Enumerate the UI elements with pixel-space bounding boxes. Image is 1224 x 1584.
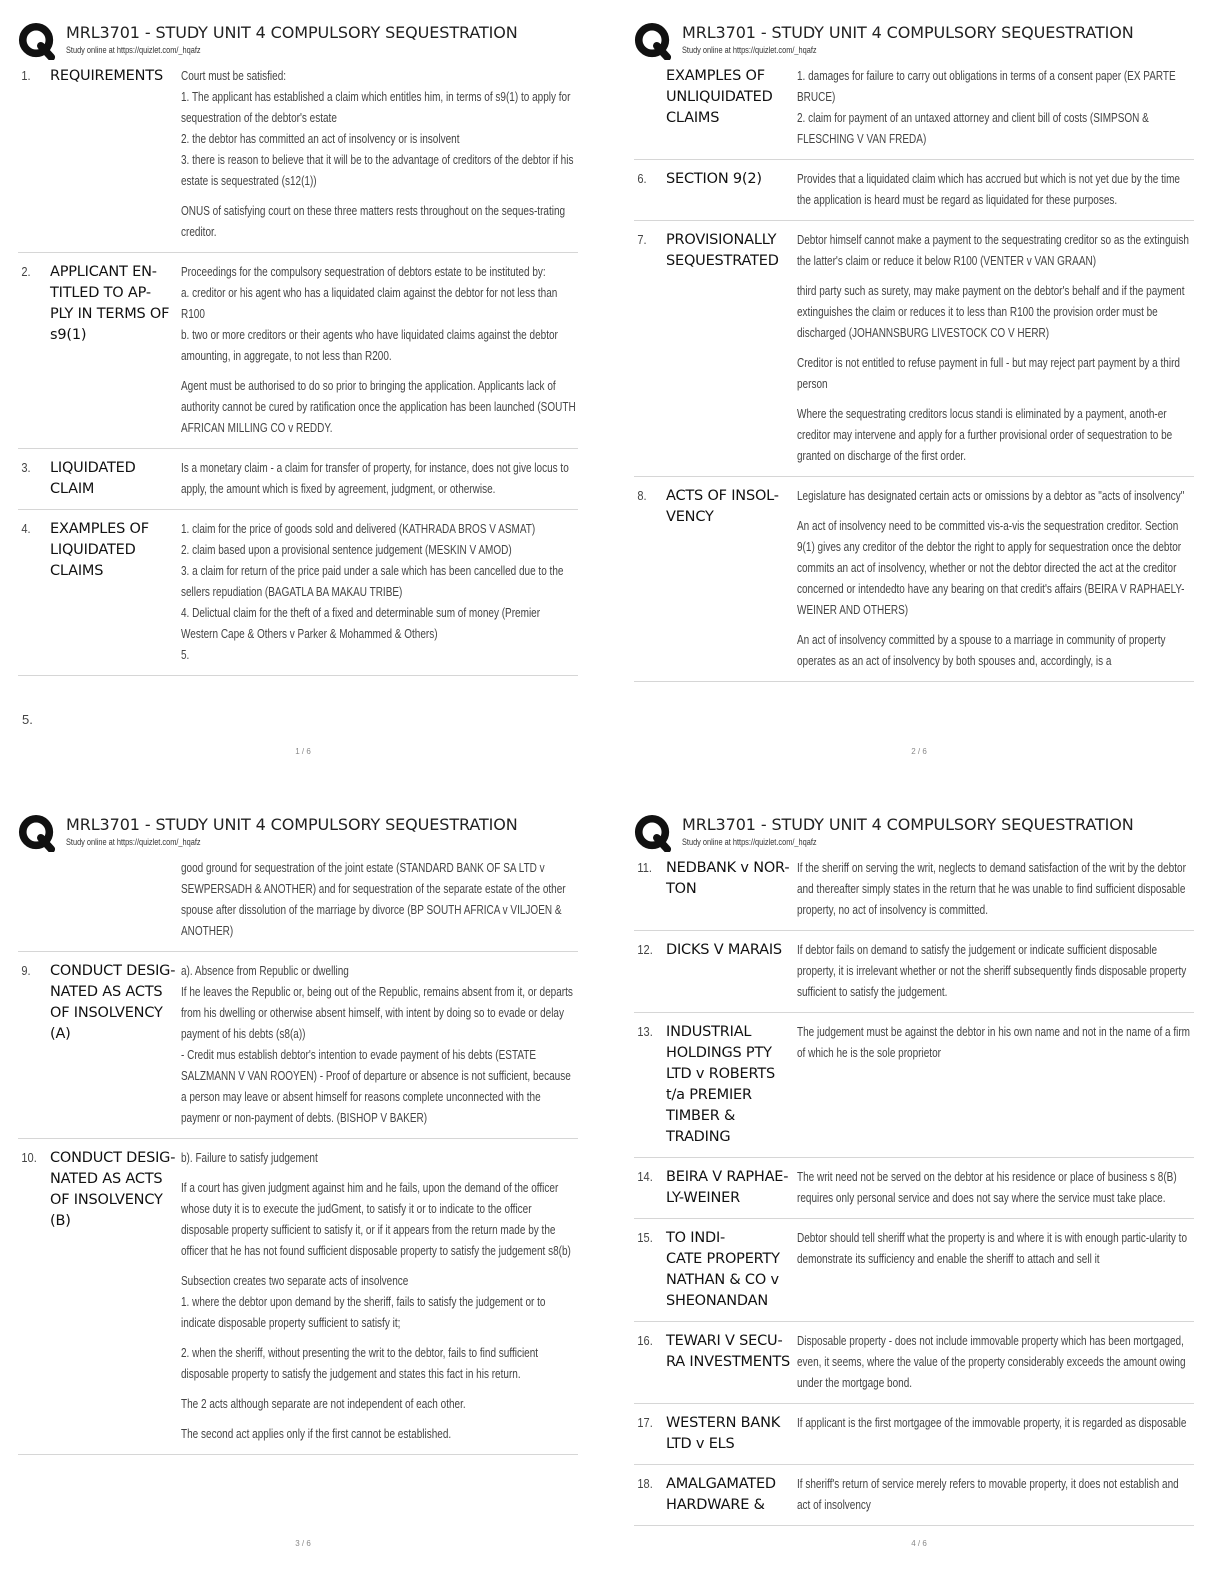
trailing-item-number: 5. bbox=[22, 712, 33, 727]
page-title: MRL3701 - STUDY UNIT 4 COMPULSORY SEQUESTRATION bbox=[66, 23, 518, 42]
card-definition bbox=[181, 262, 578, 439]
page-title: MRL3701 - STUDY UNIT 4 COMPULSORY SEQUESTRATION bbox=[66, 815, 518, 834]
definition-paragraph: If sheriff's return of service merely refers to movable property, it does not establish and act of insolvency bbox=[797, 1477, 1179, 1512]
card-term: EXAMPLES OF UNLIQUIDATED CLAIMS bbox=[666, 68, 773, 126]
card-term: APPLICANT EN- TITLED TO AP- PLY IN TERMS OF s9(1) bbox=[50, 264, 170, 343]
card-row bbox=[18, 856, 578, 952]
definition-paragraph: If applicant is the first mortgagee of the immovable property, it is regarded as disposable bbox=[797, 1416, 1187, 1430]
card-number: 14. bbox=[637, 1169, 653, 1184]
definition-paragraph: An act of insolvency need to be committed vis-a-vis the sequestration creditor. Section 9(1) gives any creditor of the debtor the right to apply for sequestration once the debtor commits an act of insolvency, whether or not the debtor directed the act at the creditor concerned or intendedto have any bearing on that credit's affairs (BEIRA V RAPHAELY-WEINER AND OTHERS) bbox=[797, 519, 1185, 617]
card-list bbox=[18, 856, 578, 1455]
card-list bbox=[18, 64, 578, 676]
card-term bbox=[50, 858, 181, 942]
page-title: MRL3701 - STUDY UNIT 4 COMPULSORY SEQUESTRATION bbox=[682, 23, 1134, 42]
card-number: 9. bbox=[21, 963, 31, 978]
definition-paragraph: If the sheriff on serving the writ, neglects to demand satisfaction of the writ by the debtor and thereafter simply states in the return that he was unable to find sufficient disposable property, no act of insolvency is committed. bbox=[797, 861, 1186, 917]
page-header bbox=[18, 810, 578, 856]
card-term: TO INDI- CATE PROPERTY NATHAN & CO v SHEONANDAN bbox=[666, 1230, 780, 1309]
card-term: CONDUCT DESIG- NATED AS ACTS OF INSOLVENCY (A) bbox=[50, 963, 176, 1042]
definition-paragraph: Provides that a liquidated claim which has accrued but which is not yet due by the time the application is heard must be regard as liquidated for these purposes. bbox=[797, 172, 1180, 207]
card-row bbox=[18, 449, 578, 510]
page-number: 3 / 6 bbox=[295, 1539, 311, 1548]
card-row bbox=[18, 510, 578, 676]
page-subtitle: Study online at https://quizlet.com/_hqafz bbox=[66, 837, 201, 847]
card-number: 12. bbox=[637, 942, 653, 957]
card-definition bbox=[181, 858, 578, 942]
card-number: 6. bbox=[637, 171, 647, 186]
card-row bbox=[634, 856, 1194, 931]
quizlet-logo-icon bbox=[18, 22, 56, 60]
page-header bbox=[634, 18, 1194, 64]
card-definition bbox=[797, 66, 1194, 150]
definition-paragraph: Creditor is not entitled to refuse payment in full - but may reject part payment by a third person bbox=[797, 356, 1180, 391]
card-definition bbox=[797, 169, 1194, 211]
card-number: 16. bbox=[637, 1333, 653, 1348]
definition-paragraph: Where the sequestrating creditors locus standi is eliminated by a payment, anoth-er creditor may intervene and apply for a further provisional order of sequestration to be granted on discharge of the first order. bbox=[797, 407, 1173, 463]
card-definition bbox=[797, 940, 1194, 1003]
card-row bbox=[634, 64, 1194, 160]
card-term: ACTS OF INSOL- VENCY bbox=[666, 488, 779, 525]
card-term: AMALGAMATED HARDWARE & bbox=[666, 1476, 776, 1513]
definition-paragraph: third party such as surety, may make payment on the debtor's behalf and if the payment extinguishes the claim or reduces it to less than R100 the provision order must be discharged (JOHANNSBURG LIVESTOCK CO V HERR) bbox=[797, 284, 1185, 340]
card-row bbox=[634, 1322, 1194, 1404]
definition-paragraph: The 2 acts although separate are not independent of each other. bbox=[181, 1397, 466, 1411]
definition-paragraph: An act of insolvency committed by a spouse to a marriage in community of property operates as an act of insolvency by both spouses and, accordingly, is a bbox=[797, 633, 1166, 668]
card-term: CONDUCT DESIG- NATED AS ACTS OF INSOLVENCY (B) bbox=[50, 1150, 176, 1229]
card-term: EXAMPLES OF LIQUIDATED CLAIMS bbox=[50, 521, 149, 579]
card-term: NEDBANK v NOR- TON bbox=[666, 860, 790, 897]
definition-paragraph: Disposable property - does not include immovable property which has been mortgaged, even, it seems, where the value of the property considerably exceeds the amount owing under the mortgage bond. bbox=[797, 1334, 1186, 1390]
card-definition bbox=[797, 1331, 1194, 1394]
definition-paragraph: b). Failure to satisfy judgement bbox=[181, 1151, 318, 1165]
card-number: 4. bbox=[21, 521, 31, 536]
card-term: REQUIREMENTS bbox=[50, 68, 163, 84]
card-row bbox=[18, 1139, 578, 1455]
card-definition bbox=[797, 1228, 1194, 1312]
card-definition bbox=[797, 230, 1194, 467]
card-definition bbox=[797, 1022, 1194, 1148]
card-row bbox=[634, 477, 1194, 682]
card-row bbox=[634, 1158, 1194, 1219]
card-definition bbox=[797, 858, 1194, 921]
card-term: WESTERN BANK LTD v ELS bbox=[666, 1415, 781, 1452]
page-number: 1 / 6 bbox=[295, 747, 311, 756]
card-definition bbox=[797, 486, 1194, 672]
page-3 bbox=[18, 810, 588, 1570]
card-definition bbox=[797, 1167, 1194, 1209]
definition-paragraph: good ground for sequestration of the joint estate (STANDARD BANK OF SA LTD v SEWPERSADH & ANOTHER) and for sequestration of the separate estate of the other spouse after dissolution of the marriage by divorce (BP SOUTH AFRICA v VILJOEN & ANOTHER) bbox=[181, 861, 566, 938]
card-definition bbox=[181, 1148, 578, 1445]
card-number: 3. bbox=[21, 460, 31, 475]
card-term: SECTION 9(2) bbox=[666, 171, 762, 187]
definition-paragraph: Proceedings for the compulsory sequestration of debtors estate to be instituted by: a. creditor or his agent who has a liquidated claim against the debtor for not less than R100 b. two or more creditors or their agents who have liquidated claims against the debtor amounting, in aggregate, to not less than R200. bbox=[181, 265, 558, 363]
card-number: 7. bbox=[637, 232, 647, 247]
quizlet-logo-icon bbox=[634, 814, 672, 852]
card-number: 15. bbox=[637, 1230, 653, 1245]
definition-paragraph: Agent must be authorised to do so prior to bringing the application. Applicants lack of authority cannot be cured by ratification once the application has been launched (SOUTH AFRICAN MILLING CO v REDDY. bbox=[181, 379, 576, 435]
card-term: INDUSTRIAL HOLDINGS PTY LTD v ROBERTS t/a PREMIER TIMBER & TRADING bbox=[666, 1024, 775, 1145]
page-subtitle: Study online at https://quizlet.com/_hqafz bbox=[682, 45, 817, 55]
card-term: TEWARI V SECU- RA INVESTMENTS bbox=[666, 1333, 791, 1370]
page-1 bbox=[18, 18, 588, 778]
page-title: MRL3701 - STUDY UNIT 4 COMPULSORY SEQUESTRATION bbox=[682, 815, 1134, 834]
card-term: PROVISIONALLY SEQUESTRATED bbox=[666, 232, 779, 269]
card-number: 10. bbox=[21, 1150, 37, 1165]
card-definition bbox=[181, 66, 578, 243]
definition-paragraph: Subsection creates two separate acts of insolvence 1. where the debtor upon demand by the sheriff, fails to satisfy the judgement or to indicate disposable property sufficient to satisfy it; bbox=[181, 1274, 546, 1330]
definition-paragraph: The writ need not be served on the debtor at his residence or place of business s 8(B) requires only personal service and does not say where the service must take place. bbox=[797, 1170, 1177, 1205]
definition-paragraph: Court must be satisfied: 1. The applicant has established a claim which entitles him, in terms of s9(1) to apply for sequestration of the debtor's estate 2. the debtor has committed an act of insolvency or is insolvent 3. there is reason to believe that it will be to the advantage of creditors of the debtor if his estate is sequestrated (s12(1)) bbox=[181, 69, 574, 188]
card-definition bbox=[181, 961, 578, 1129]
card-definition bbox=[797, 1413, 1194, 1455]
card-list bbox=[634, 856, 1194, 1526]
quizlet-logo-icon bbox=[18, 814, 56, 852]
definition-paragraph: 1. damages for failure to carry out obligations in terms of a consent paper (EX PARTE BRUCE) 2. claim for payment of an untaxed attorney and client bill of costs (SIMPSON & FLESCHING V VAN FREDA) bbox=[797, 69, 1176, 146]
page-header bbox=[634, 810, 1194, 856]
card-list bbox=[634, 64, 1194, 682]
page-number: 4 / 6 bbox=[911, 1539, 927, 1548]
card-row bbox=[634, 1013, 1194, 1158]
page-4 bbox=[634, 810, 1204, 1570]
card-number bbox=[634, 66, 661, 150]
card-number: 13. bbox=[637, 1024, 653, 1039]
card-term: DICKS V MARAIS bbox=[666, 942, 782, 958]
definition-paragraph: The judgement must be against the debtor in his own name and not in the name of a firm of which he is the sole proprietor bbox=[797, 1025, 1191, 1060]
definition-paragraph: If debtor fails on demand to satisfy the judgement or indicate sufficient disposable property, it is irrelevant whether or not the sheriff subsequently finds disposable property sufficient to satisfy the judgement. bbox=[797, 943, 1187, 999]
definition-paragraph: Debtor himself cannot make a payment to the sequestrating creditor so as the extinguish the latter's claim or reduce it below R100 (VENTER v VAN GRAAN) bbox=[797, 233, 1189, 268]
definition-paragraph: 1. claim for the price of goods sold and delivered (KATHRADA BROS V ASMAT) 2. claim based upon a provisional sentence judgement (MESKIN V AMOD) 3. a claim for return of the price paid under a sale which has been cancelled due to the sellers repudiation (BAGATLA BA MAKAU TRIBE) 4. Delictual claim for the theft of a fixed and determinable sum of money (Premier Western Cape & Others v Parker & Mohammed & Others) 5. bbox=[181, 522, 564, 662]
definition-paragraph: Debtor should tell sheriff what the property is and where it is with enough partic-ularity to demonstrate its sufficiency and enable the sheriff to attach and sell it bbox=[797, 1231, 1188, 1266]
card-number: 17. bbox=[637, 1415, 653, 1430]
page-subtitle: Study online at https://quizlet.com/_hqafz bbox=[682, 837, 817, 847]
card-definition bbox=[797, 1474, 1194, 1516]
card-row bbox=[634, 1219, 1194, 1322]
page-2 bbox=[634, 18, 1204, 778]
card-row bbox=[634, 1404, 1194, 1465]
card-row bbox=[18, 952, 578, 1139]
card-row bbox=[634, 221, 1194, 477]
definition-paragraph: Legislature has designated certain acts or omissions by a debtor as "acts of insolvency" bbox=[797, 489, 1185, 503]
definition-paragraph: a). Absence from Republic or dwelling If he leaves the Republic or, being out of the Republic, remains absent from it, or departs from his dwelling or otherwise absent himself, with intent by doing so to evade or delay payment of his debts (s8(a)) - Credit mus establish debtor's intention to evade payment of his debts (ESTATE SALZMANN V VAN ROOYEN) - Proof of departure or absence is not sufficient, because a person may leave or absent himself for reasons complete unconnected with the paymenr or non-payment of debts. (BISHOP V BAKER) bbox=[181, 964, 573, 1125]
page-header bbox=[18, 18, 578, 64]
card-number: 8. bbox=[637, 488, 647, 503]
card-number: 11. bbox=[637, 860, 652, 875]
card-definition bbox=[181, 519, 578, 666]
card-number bbox=[18, 858, 45, 942]
card-row bbox=[634, 1465, 1194, 1526]
definition-paragraph: ONUS of satisfying court on these three matters rests throughout on the seques-trating creditor. bbox=[181, 204, 566, 239]
card-term: LIQUIDATED CLAIM bbox=[50, 460, 136, 497]
card-number: 1. bbox=[21, 68, 31, 83]
page-subtitle: Study online at https://quizlet.com/_hqafz bbox=[66, 45, 201, 55]
definition-paragraph: 2. when the sheriff, without presenting the writ to the debtor, fails to find sufficient disposable property to satisfy the judgement and states this fact in his return. bbox=[181, 1346, 539, 1381]
definition-paragraph: Is a monetary claim - a claim for transfer of property, for instance, does not give locus to apply, the amount which is fixed by agreement, judgment, or otherwise. bbox=[181, 461, 569, 496]
card-number: 18. bbox=[637, 1476, 653, 1491]
card-term: BEIRA V RAPHAE- LY-WEINER bbox=[666, 1169, 789, 1206]
card-definition bbox=[181, 458, 578, 500]
page-number: 2 / 6 bbox=[911, 747, 927, 756]
card-row bbox=[18, 64, 578, 253]
card-row bbox=[634, 160, 1194, 221]
card-row bbox=[18, 253, 578, 449]
card-row bbox=[634, 931, 1194, 1013]
definition-paragraph: The second act applies only if the first cannot be established. bbox=[181, 1427, 452, 1441]
quizlet-logo-icon bbox=[634, 22, 672, 60]
definition-paragraph: If a court has given judgment against him and he fails, upon the demand of the officer whose duty it is to execute the judGment, to satisfy it or to indicate to the officer disposable property sufficient to satisfy it, or if it appears from the return made by the officer that he has not found sufficient disposable property to satisfy the judgement s8(b) bbox=[181, 1181, 571, 1258]
card-number: 2. bbox=[21, 264, 31, 279]
